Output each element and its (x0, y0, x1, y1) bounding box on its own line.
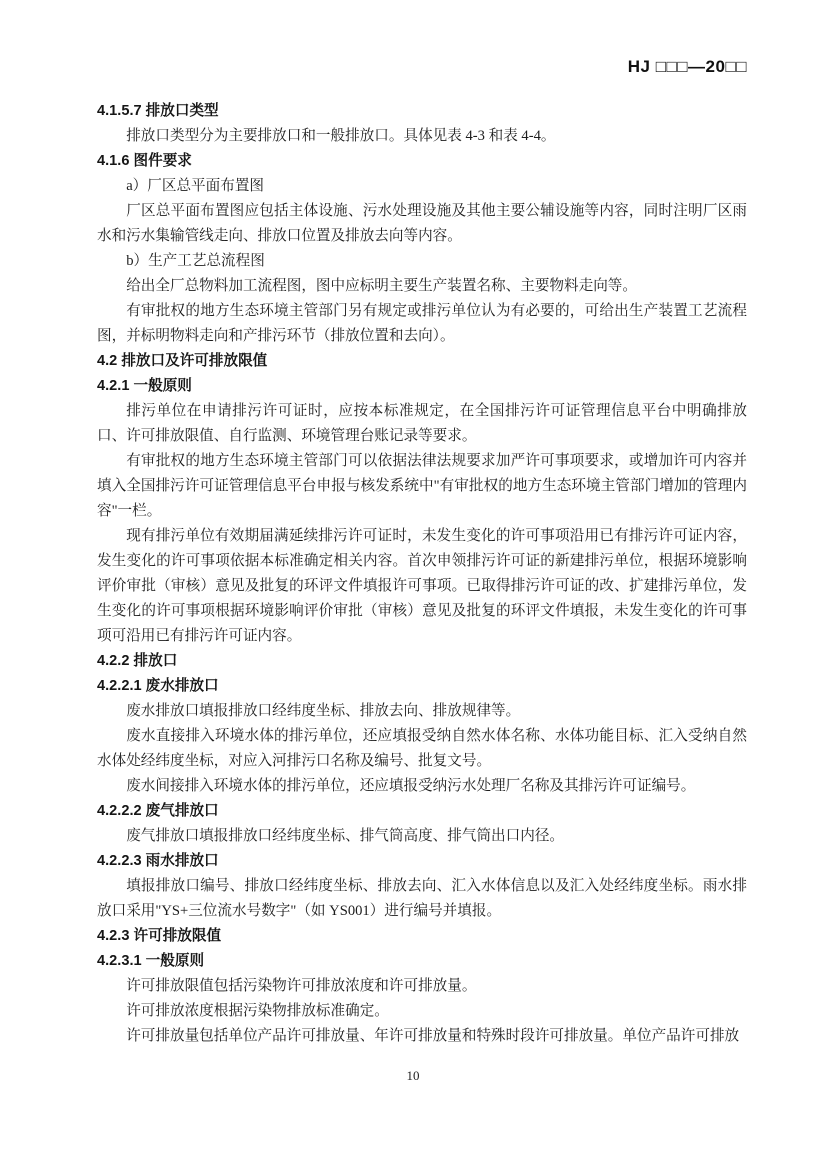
document-body (97, 99, 747, 1049)
paragraph: b）生产工艺总流程图 (126, 253, 265, 269)
section-heading: 4.1.6 图件要求 (97, 153, 192, 169)
section-heading: 4.2.3 许可排放限值 (97, 928, 222, 944)
paragraph: 废气排放口填报排放口经纬度坐标、排气筒高度、排气筒出口内径。 (126, 828, 565, 844)
paragraph: 许可排放量包括单位产品许可排放量、年许可排放量和特殊时段许可排放量。单位产品许可排放 (126, 1028, 740, 1044)
paragraph: 废水直接排入环境水体的排污单位，还应填报受纳自然水体名称、水体功能目标、汇入受纳自然水体处经纬度坐标，对应入河排污口名称及编号、批复文号。 (97, 728, 747, 769)
paragraph: a）厂区总平面布置图 (126, 178, 265, 194)
paragraph: 排放口类型分为主要排放口和一般排放口。具体见表 4-3 和表 4-4。 (126, 128, 556, 144)
section-heading: 4.2.2.2 废气排放口 (97, 803, 219, 819)
section-heading: 4.1.5.7 排放口类型 (97, 103, 219, 119)
paragraph: 现有排污单位有效期届满延续排污许可证时，未发生变化的许可事项沿用已有排污许可证内容，发生变化的许可事项依据本标准确定相关内容。首次申领排污许可证的新建排污单位，根据环境影响评价审批（审核）意见及批复的环评文件填报许可事项。已取得排污许可证的改、扩建排污单位，发生变化的许可事项根据环境影响评价审批（审核）意见及批复的环评文件填报，未发生变化的许可事项可沿用已有排污许可证内容。 (97, 528, 747, 644)
paragraph: 废水间接排入环境水体的排污单位，还应填报受纳污水处理厂名称及其排污许可证编号。 (126, 778, 696, 794)
page-number: 10 (406, 1068, 420, 1083)
section-heading: 4.2.2.3 雨水排放口 (97, 853, 219, 869)
paragraph: 许可排放浓度根据污染物排放标准确定。 (126, 1003, 389, 1019)
section-heading: 4.2.2 排放口 (97, 653, 178, 669)
section-heading: 4.2.1 一般原则 (97, 378, 192, 394)
document-number: HJ □□□—20□□ (627, 57, 747, 76)
paragraph: 废水排放口填报排放口经纬度坐标、排放去向、排放规律等。 (126, 703, 521, 719)
paragraph: 许可排放限值包括污染物许可排放浓度和许可排放量。 (126, 978, 477, 994)
paragraph: 有审批权的地方生态环境主管部门另有规定或排污单位认为有必要的，可给出生产装置工艺流程图，并标明物料走向和产排污环节（排放位置和去向）。 (97, 303, 747, 344)
paragraph: 填报排放口编号、排放口经纬度坐标、排放去向、汇入水体信息以及汇入处经纬度坐标。雨水排放口采用"YS+三位流水号数字"（如 YS001）进行编号并填报。 (97, 878, 747, 919)
paragraph: 给出全厂总物料加工流程图，图中应标明主要生产装置名称、主要物料走向等。 (126, 278, 637, 294)
paragraph: 排污单位在申请排污许可证时，应按本标准规定，在全国排污许可证管理信息平台中明确排放口、许可排放限值、自行监测、环境管理台账记录等要求。 (97, 403, 747, 444)
section-heading: 4.2 排放口及许可排放限值 (97, 353, 268, 369)
section-heading: 4.2.3.1 一般原则 (97, 953, 205, 969)
paragraph: 有审批权的地方生态环境主管部门可以依据法律法规要求加严许可事项要求，或增加许可内容并填入全国排污许可证管理信息平台申报与核发系统中"有审批权的地方生态环境主管部门增加的管理内容"一栏。 (97, 453, 747, 519)
section-heading: 4.2.2.1 废水排放口 (97, 678, 219, 694)
paragraph: 厂区总平面布置图应包括主体设施、污水处理设施及其他主要公辅设施等内容，同时注明厂区雨水和污水集输管线走向、排放口位置及排放去向等内容。 (97, 203, 747, 244)
